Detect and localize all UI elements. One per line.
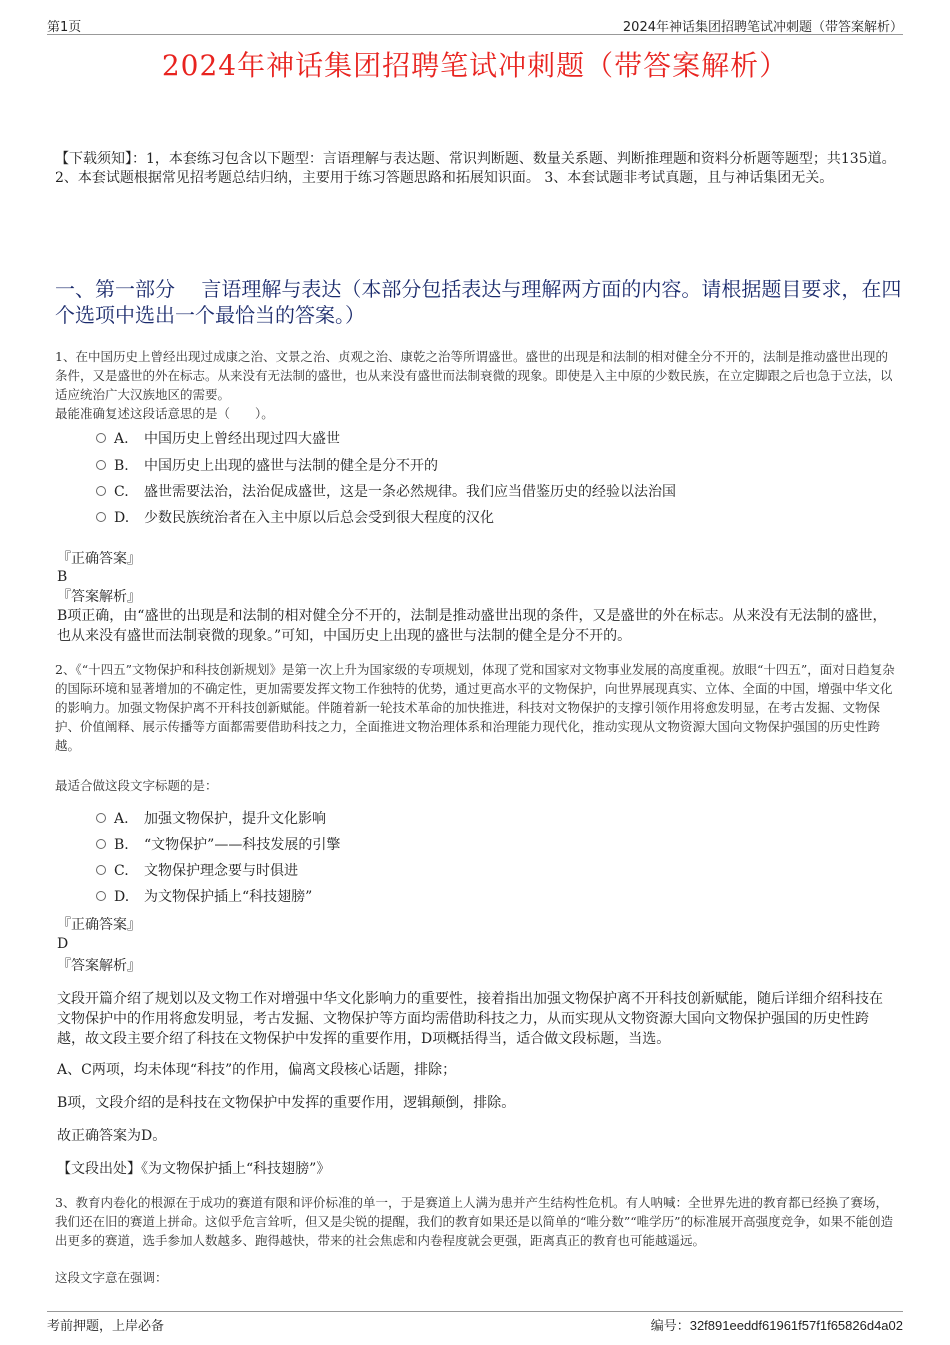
section-heading: 一、第一部分 言语理解与表达（本部分包括表达与理解两方面的内容。请根据题目要求，在四个选项中选出一个最恰当的答案。）	[55, 277, 902, 327]
q1-analysis-label: 『答案解析』	[57, 589, 141, 605]
q2-source: 【文段出处】《为文物保护插上“科技翅膀”》	[57, 1161, 331, 1177]
q2-correct-label: 『正确答案』	[57, 917, 141, 933]
footer-code: 编号：32f891eeddf61961f57f1f65826d4a02	[650, 1318, 903, 1334]
question-3-text: 3、教育内卷化的根源在于成功的赛道有限和评价标准的单一，于是赛道上人满为患并产生结构性危机。有人呐喊：全世界先进的教育都已经换了赛场，我们还在旧的赛道上拼命。这似乎危言耸听，但又是尖锐的提醒，我们的教育如果还是以简单的“唯分数”“唯学历”的标准展开高强度竞争，如果不能创造出更多的赛道，选手参加人数越多、跑得越快，带来的社会焦虑和内卷程度就会更强，距离真正的教育也可能越遥远。	[55, 1195, 894, 1248]
q2-option-a[interactable]: A. 加强文物保护，提升文化影响	[96, 808, 326, 830]
q2-option-d[interactable]: D. 为文物保护插上“科技翅膀”	[96, 886, 312, 908]
page-title: 2024年神话集团招聘笔试冲刺题（带答案解析）	[161, 49, 789, 82]
page-header	[47, 14, 903, 35]
radio-icon[interactable]	[96, 433, 106, 443]
q2-option-b[interactable]: B. “文物保护”——科技发展的引擎	[96, 834, 340, 856]
q2-analysis-paragraph-3: B项，文段介绍的是科技在文物保护中发挥的重要作用，逻辑颠倒，排除。	[57, 1095, 516, 1111]
radio-icon[interactable]	[96, 460, 106, 470]
q1-option-a[interactable]: A. 中国历史上曾经出现过四大盛世	[96, 428, 340, 450]
radio-icon[interactable]	[96, 891, 106, 901]
radio-icon[interactable]	[96, 813, 106, 823]
header-doc-title: 2024年神话集团招聘笔试冲刺题（带答案解析）	[622, 20, 903, 35]
question-1-prompt: 最能准确复述这段话意思的是（ ）。	[55, 406, 274, 421]
footer-slogan: 考前押题，上岸必备	[47, 1319, 165, 1334]
q1-analysis: B项正确，由“盛世的出现是和法制的相对健全分不开的，法制是推动盛世出现的条件，又是盛世的外在标志。从来没有无法制的盛世，也从来没有盛世而法制衰微的现象。”可知，中国历史上出现的盛世与法制的健全是分不开的。	[57, 608, 887, 644]
radio-icon[interactable]	[96, 839, 106, 849]
q2-analysis-paragraph-1: 文段开篇介绍了规划以及文物工作对增强中华文化影响力的重要性，接着指出加强文物保护离不开科技创新赋能，随后详细介绍科技在文物保护中的作用将愈发明显，考古发掘、文物保护等方面均需借助科技之力，从而实现从文物资源大国向文物保护强国的历史性跨越，故文段主要介绍了科技在文物保护中发挥的重要作用，D项概括得当，适合做文段标题，当选。	[57, 991, 883, 1047]
question-2-text: 2、《“十四五”文物保护和科技创新规划》是第一次上升为国家级的专项规划，体现了党和国家对文物事业发展的高度重视。放眼“十四五”，面对日趋复杂的国际环境和显著增加的不确定性，更加需要发挥文物工作独特的优势，通过更高水平的文物保护，向世界展现真实、立体、全面的中国，增强中华文化的影响力。加强文物保护离不开科技创新赋能。伴随着新一轮技术革命的加快推进，科技对文物保护的支撑引领作用将愈发明显，在考古发掘、文物保护、价值阐释、展示传播等方面都需要借助科技之力，全面推进文物治理体系和治理能力现代化，推动实现从文物资源大国向文物保护强国的历史性跨越。	[55, 662, 895, 753]
q1-option-c[interactable]: C. 盛世需要法治，法治促成盛世，这是一条必然规律。我们应当借鉴历史的经验以法治国	[96, 481, 676, 503]
question-3-prompt: 这段文字意在强调：	[55, 1270, 168, 1285]
question-2-prompt: 最适合做这段文字标题的是：	[55, 778, 218, 793]
radio-icon[interactable]	[96, 512, 106, 522]
q2-answer: D	[57, 936, 69, 952]
radio-icon[interactable]	[96, 486, 106, 496]
q2-analysis-paragraph-4: 故正确答案为D。	[57, 1128, 167, 1144]
page-number: 第1页	[47, 20, 82, 35]
q1-answer: B	[57, 569, 68, 585]
radio-icon[interactable]	[96, 865, 106, 875]
page-footer	[47, 1311, 903, 1334]
q2-analysis-paragraph-2: A、C两项，均未体现“科技”的作用，偏离文段核心话题，排除；	[57, 1062, 457, 1078]
q2-option-c[interactable]: C. 文物保护理念要与时俱进	[96, 860, 298, 882]
q1-option-b[interactable]: B. 中国历史上出现的盛世与法制的健全是分不开的	[96, 455, 438, 477]
download-notice: 【下载须知】：1，本套练习包含以下题型：言语理解与表达题、常识判断题、数量关系题、判断推理题和资料分析题等题型；共135道。 2、本套试题根据常见招考题总结归纳，主要用于练习答题思路和拓展知识面。 3、本套试题非考试真题，且与神话集团无关。	[55, 151, 896, 186]
question-1-text: 1、在中国历史上曾经出现过成康之治、文景之治、贞观之治、康乾之治等所谓盛世。盛世的出现是和法制的相对健全分不开的，法制是推动盛世出现的条件，又是盛世的外在标志。从来没有无法制的盛世，也从来没有盛世而法制衰微的现象。即使是入主中原的少数民族，在立定脚跟之后也急于立法，以适应统治广大汉族地区的需要。	[55, 349, 893, 402]
q2-analysis-label: 『答案解析』	[57, 958, 141, 974]
q1-correct-label: 『正确答案』	[57, 551, 141, 567]
q1-option-d[interactable]: D. 少数民族统治者在入主中原以后总会受到很大程度的汉化	[96, 507, 494, 529]
